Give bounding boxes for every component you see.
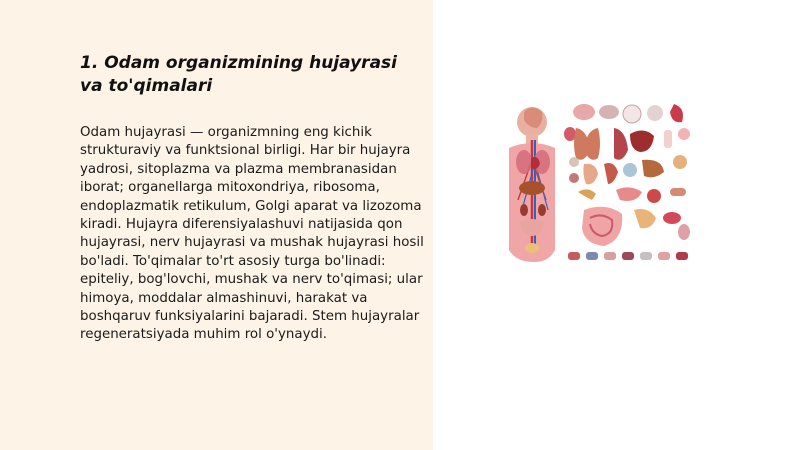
intestines-organs — [582, 207, 690, 246]
lungs-heart-organs — [564, 127, 690, 160]
brain-organs — [573, 104, 683, 123]
small-organs-row — [568, 252, 688, 260]
slide-body-text: Odam hujayrasi — organizmning eng kichik strukturaviy va funktsional birligi. Har bir hujayra yadrosi, sitoplazma va plazma membranasidan iborat; organellarga mitoxondriya, ribosoma, endoplazmatik retikulum, Golgi aparat va lizozoma kiradi. Hujayra diferensiyalashuvi natijasida qon hujayrasi, nerv hujayrasi va mushak hujayrasi hosil bo'ladi. To'qimalar to'rt asosiy turga bo'linadi: epiteliy, bog'lovchi, mushak va nerv to'qimasi; ular himoya, moddalar almashinuvi, harakat va boshqaruv funksiyalarini bajaradi. Stem hujayralar regeneratsiyada muhim rol o'ynaydi. — [80, 125, 424, 343]
digestive-organs — [569, 155, 687, 203]
human-body-figure — [509, 107, 555, 262]
human-anatomy-organs-illustration — [504, 100, 694, 268]
slide-title: 1. Odam organizmining hujayrasi va to'qimalari — [80, 53, 397, 96]
